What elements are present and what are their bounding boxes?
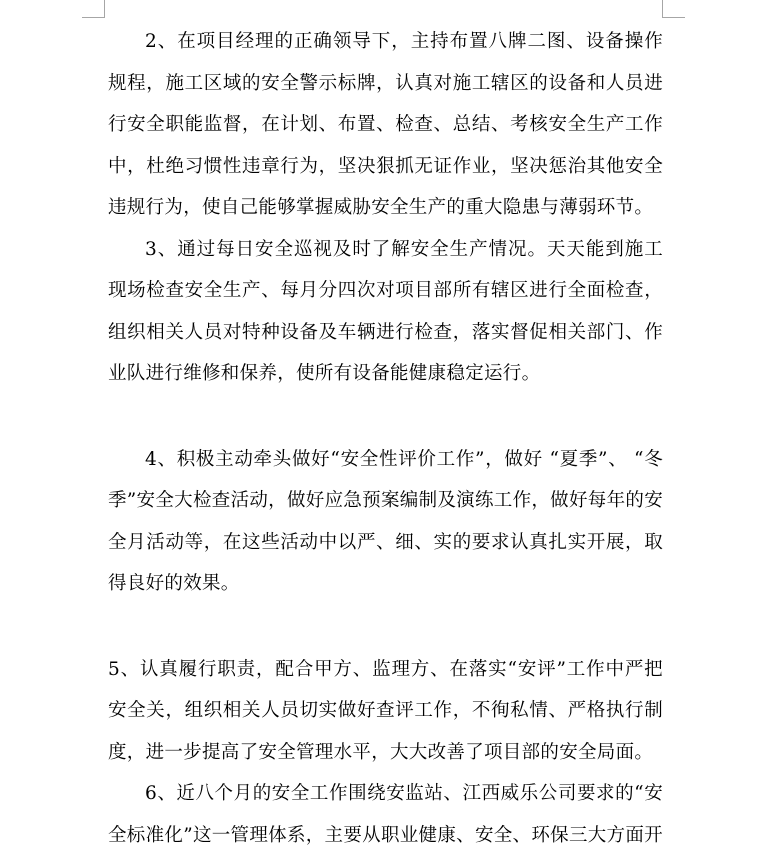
paragraph-spacing [108,395,663,439]
paragraph-spacing [108,605,663,649]
margin-corner-mark-left [82,0,105,18]
paragraph-item-5: 5、认真履行职责，配合甲方、监理方、在落实“安评”工作中严把安全关，组织相关人员切实做好查评工作，不徇私情、严格执行制度，进一步提高了安全管理水平，大大改善了项目部的安全局面。 [108,658,663,763]
paragraph-item-3: 3、通过每日安全巡视及时了解安全生产情况。天天能到施工现场检查安全生产、每月分四次对项目部所有辖区进行全面检查，组织相关人员对特种设备及车辆进行检查，落实督促相关部门、作业队进行维修和保养，使所有设备能健康稳定运行。 [108,238,663,384]
paragraph-item-2: 2、在项目经理的正确领导下，主持布置八牌二图、设备操作规程，施工区域的安全警示标牌，认真对施工辖区的设备和人员进行安全职能监督，在计划、布置、检查、总结、考核安全生产工作中，杜绝习惯性违章行为，坚决狠抓无证作业，坚决惩治其他安全违规行为，使自己能够掌握威胁安全生产的重大隐患与薄弱环节。 [108,31,663,218]
document-body [108,21,663,856]
paragraph-item-6: 6、近八个月的安全工作围绕安监站、江西威乐公司要求的“安全标准化”这一管理体系，主要从职业健康、安全、环保三大方面开 [108,783,663,846]
paragraph-item-4: 4、积极主动牵头做好“安全性评价工作”，做好 “夏季”、 “冬季”安全大检查活动，做好应急预案编制及演练工作，做好每年的安全月活动等，在这些活动中以严、细、实的要求认真扎实开展，取得良好的效果。 [108,448,663,594]
margin-corner-mark-right [662,0,685,18]
